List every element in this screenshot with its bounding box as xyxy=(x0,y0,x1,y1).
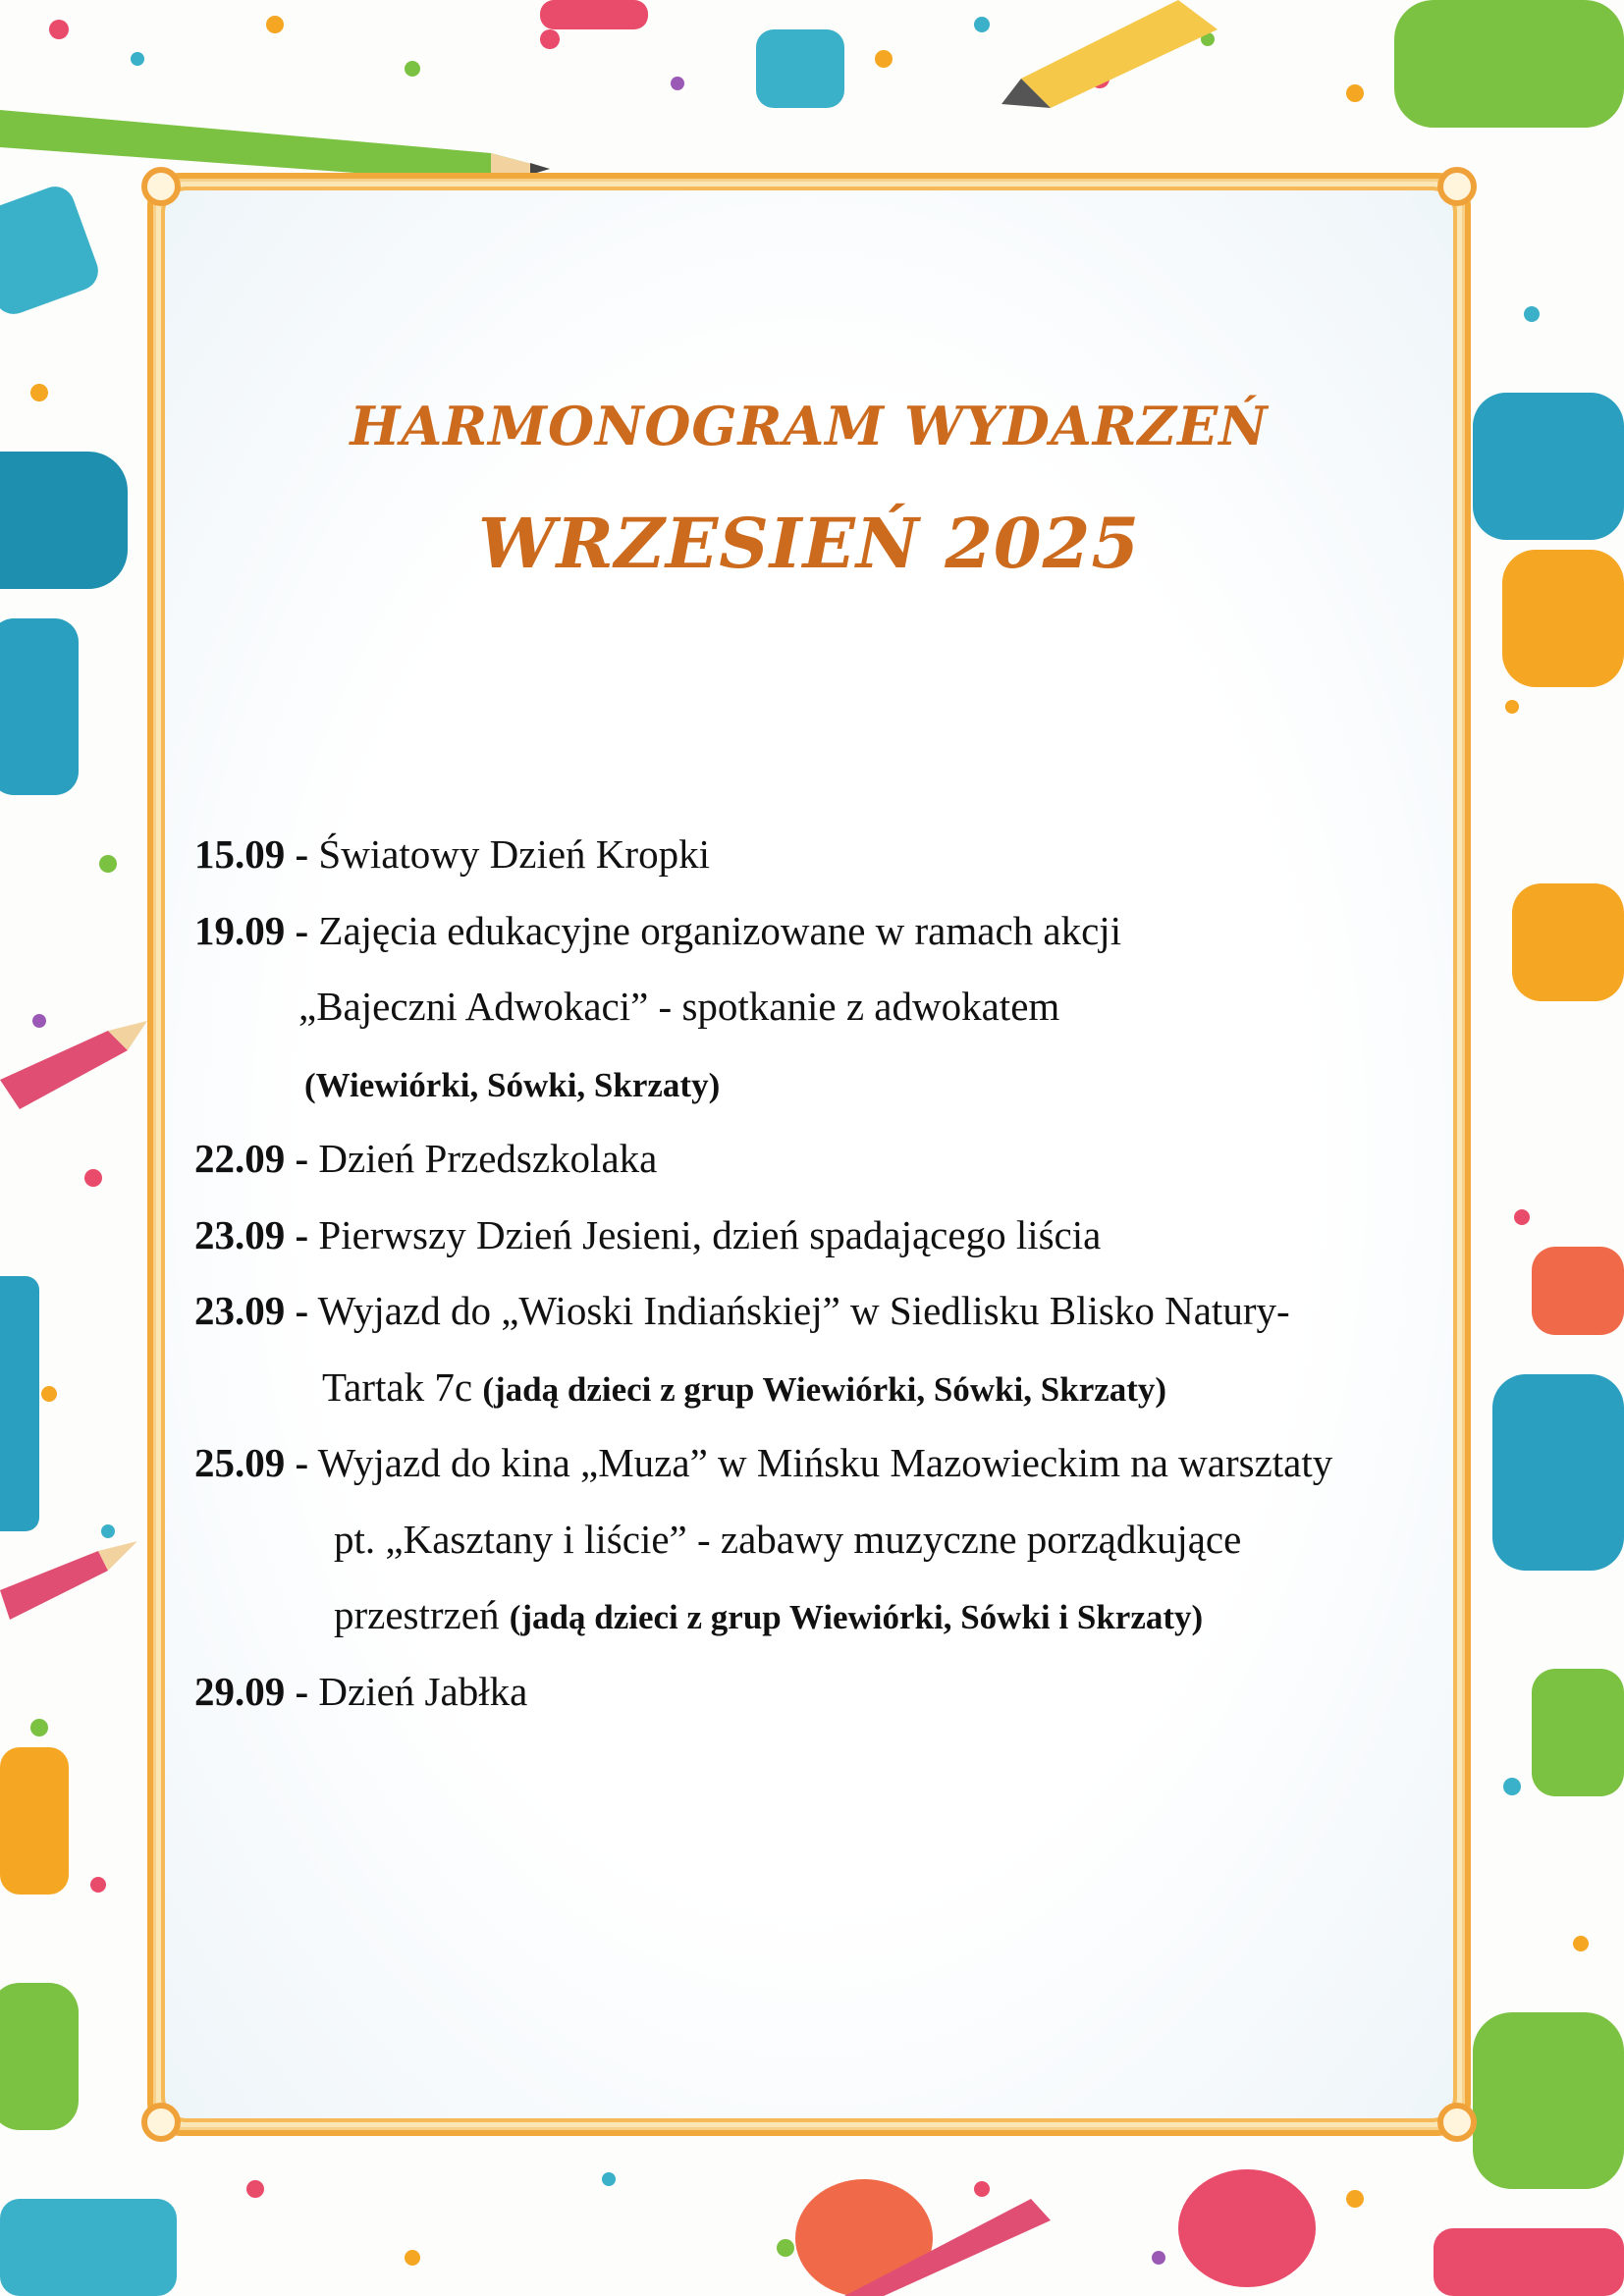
block-icon xyxy=(1532,1669,1624,1796)
eraser-icon xyxy=(1434,2228,1624,2296)
list-item xyxy=(194,893,1461,970)
box-icon xyxy=(0,2199,177,2296)
frame-corner xyxy=(141,167,181,206)
block-icon xyxy=(1512,883,1624,1001)
list-item-continuation xyxy=(194,1350,1461,1426)
pencil-icon xyxy=(0,1541,137,1620)
page-subtitle: WRZESIEŃ 2025 xyxy=(477,503,1141,584)
box-icon xyxy=(1394,0,1624,128)
event-date: 25.09 - xyxy=(194,1440,309,1485)
event-text: przestrzeń xyxy=(334,1592,510,1637)
block-icon xyxy=(0,1747,69,1895)
event-date: 15.09 - xyxy=(194,831,309,877)
event-text: „Bajeczni Adwokaci” - spotkanie z adwokatem xyxy=(298,984,1060,1029)
list-item-continuation xyxy=(194,1577,1461,1654)
list-item xyxy=(194,1273,1461,1350)
list-item xyxy=(194,817,1461,893)
page-title: HARMONOGRAM WYDARZEŃ xyxy=(350,395,1269,457)
event-groups-note: (jadą dzieci z grup Wiewiórki, Sówki i Skrzaty) xyxy=(509,1598,1204,1636)
block-icon xyxy=(0,618,79,795)
event-groups-note: (jadą dzieci z grup Wiewiórki, Sówki, Skrzaty) xyxy=(482,1369,1167,1409)
frame-corner xyxy=(1437,2103,1477,2142)
event-text: pt. „Kasztany i liście” - zabawy muzyczne porządkujące xyxy=(334,1516,1242,1562)
frame-corner xyxy=(1437,167,1477,206)
event-text: Wyjazd do kina „Muza” w Mińsku Mazowieckim na warsztaty xyxy=(308,1440,1333,1485)
event-text: Dzień Przedszkolaka xyxy=(308,1136,658,1181)
block-icon xyxy=(0,1983,79,2130)
event-text: Wyjazd do „Wioski Indiańskiej” w Siedlisku Blisko Natury- xyxy=(308,1288,1290,1333)
list-item-continuation xyxy=(194,969,1461,1045)
event-date: 23.09 - xyxy=(194,1288,309,1333)
block-icon xyxy=(1532,1247,1624,1335)
crayon-icon xyxy=(1001,0,1218,108)
list-item xyxy=(194,1654,1461,1731)
list-item-continuation xyxy=(194,1045,1461,1122)
ruler-icon xyxy=(0,1276,39,1531)
event-text: Tartak 7c xyxy=(322,1363,483,1410)
pencil-icon xyxy=(0,1021,147,1109)
list-item xyxy=(194,1121,1461,1198)
block-icon xyxy=(1502,550,1624,687)
cube-icon xyxy=(0,182,103,320)
event-text: Pierwszy Dzień Jesieni, dzień spadającego liścia xyxy=(308,1211,1102,1257)
frame-corner xyxy=(141,2103,181,2142)
apple-icon xyxy=(1178,2169,1316,2287)
event-date: 23.09 - xyxy=(194,1211,309,1257)
event-text: Światowy Dzień Kropki xyxy=(308,831,710,877)
cube-icon xyxy=(1473,393,1624,540)
list-item xyxy=(194,1198,1461,1274)
event-text: Dzień Jabłka xyxy=(308,1668,528,1714)
eraser-icon xyxy=(540,0,648,29)
cube-icon xyxy=(1492,1374,1624,1571)
event-groups-note: (Wiewiórki, Sówki, Skrzaty) xyxy=(304,1065,721,1104)
event-list xyxy=(194,817,1461,1730)
event-date: 19.09 - xyxy=(194,907,309,953)
event-text: Zajęcia edukacyjne organizowane w ramach akcji xyxy=(308,907,1122,953)
box-icon xyxy=(1473,2012,1624,2189)
cube-icon xyxy=(756,29,844,108)
list-item-continuation xyxy=(194,1502,1461,1578)
block-icon xyxy=(0,452,128,589)
event-date: 29.09 - xyxy=(194,1668,309,1714)
event-date: 22.09 - xyxy=(194,1136,309,1181)
list-item xyxy=(194,1425,1461,1502)
green-pencil-icon xyxy=(0,110,550,183)
